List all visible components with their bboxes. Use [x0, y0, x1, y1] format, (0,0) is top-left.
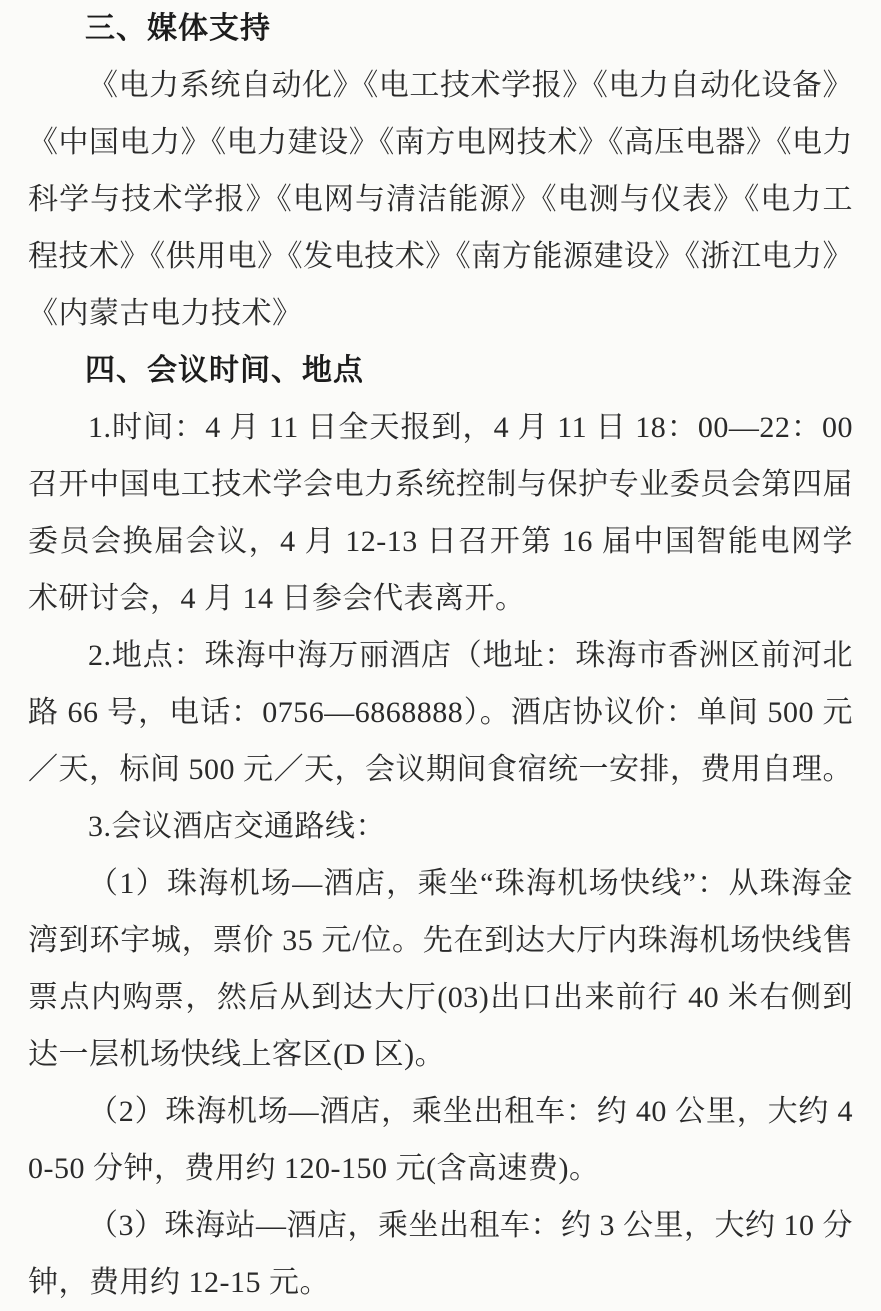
body-paragraph: 《电力系统自动化》《电工技术学报》《电力自动化设备》《中国电力》《电力建设》《南方电网技术》《高压电器》《电力科学与技术学报》《电网与清洁能源》《电测与仪表》《电力工程技术》《供用电》《发电技术》《南方能源建设》《浙江电力》《内蒙古电力技术》	[28, 69, 853, 330]
section-heading: 三、媒体支持	[85, 12, 271, 45]
body-paragraph: 3.会议酒店交通路线：	[88, 810, 386, 843]
section-heading: 四、会议时间、地点	[85, 354, 364, 387]
body-paragraph: 1.时间：4 月 11 日全天报到，4 月 11 日 18：00—22：00 召开中国电工技术学会电力系统控制与保护专业委员会第四届委员会换届会议，4 月 12-13 日召开第 16 届中国智能电网学术研讨会，4 月 14 日参会代表离开。	[28, 411, 853, 615]
body-paragraph: （2）珠海机场—酒店，乘坐出租车：约 40 公里，大约 40-50 分钟，费用约 120-150 元(含高速费)。	[28, 1095, 853, 1185]
body-paragraph: （1）珠海机场—酒店，乘坐“珠海机场快线”：从珠海金湾到环宇城，票价 35 元/位。先在到达大厅内珠海机场快线售票点内购票，然后从到达大厅(03)出口出来前行 40 米右侧到达一层机场快线上客区(D 区)。	[28, 867, 853, 1071]
body-paragraph: （3）珠海站—酒店，乘坐出租车：约 3 公里，大约 10 分钟，费用约 12-15 元。	[28, 1209, 853, 1299]
body-paragraph: 2.地点：珠海中海万丽酒店（地址：珠海市香洲区前河北路 66 号，电话：0756—6868888）。酒店协议价：单间 500 元／天，标间 500 元／天，会议期间食宿统一安排，费用自理。	[28, 639, 853, 786]
